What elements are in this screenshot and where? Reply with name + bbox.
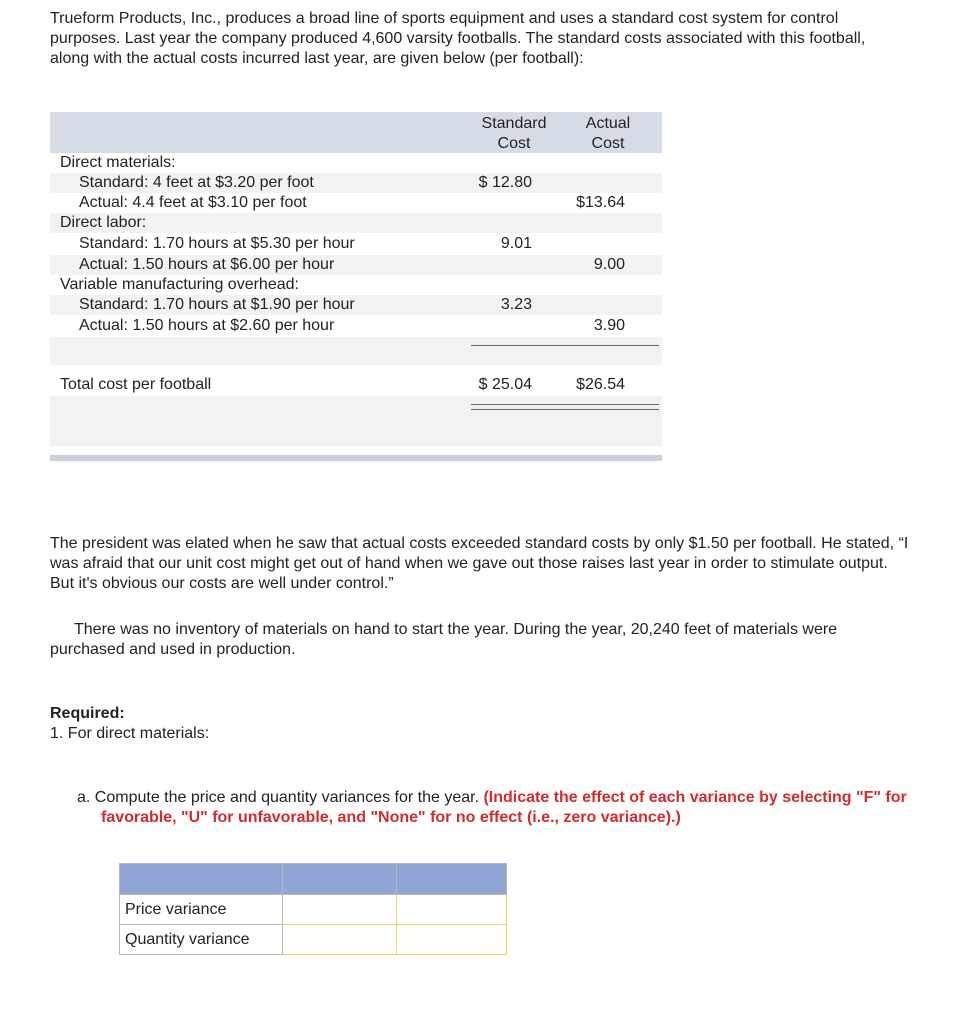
actual-cost-value: $13.64 [576, 194, 625, 211]
total-double-rule [471, 404, 659, 405]
table-row: Variable manufacturing overhead: [60, 276, 299, 293]
required-heading: Required: [50, 705, 125, 722]
table-row [120, 895, 507, 925]
cost-table [50, 112, 662, 462]
subtotal-rule [471, 345, 659, 346]
table-row: Direct labor: [50, 213, 662, 233]
total-double-rule [471, 409, 659, 410]
table-header [50, 112, 662, 153]
president-paragraph: The president was elated when he saw that actual costs exceeded standard costs by only $1.50 per football. He stated, “I was afraid that our unit cost might get out of hand when we gave out those raises last year in order to stimulate output. But it's obvious our costs are well under control.” [50, 535, 909, 592]
spacer-row [50, 337, 662, 365]
answer-grid-header [120, 864, 507, 895]
intro-paragraph: Trueform Products, Inc., produces a broad line of sports equipment and uses a standard cost system for control purposes. Last year the company produced 4,600 varsity footballs. The standard costs associated with this football, along with the actual costs incurred last year, are given below (per football): [50, 10, 866, 67]
actual-cost-value: 9.00 [593, 256, 625, 273]
standard-cost-header: Standard Cost [481, 115, 547, 152]
quantity-variance-effect-select[interactable] [397, 925, 507, 955]
standard-cost-value: 9.01 [500, 235, 532, 252]
total-row: Total cost per football $ 25.04 $26.54 [60, 376, 625, 393]
standard-cost-value: $ 12.80 [478, 174, 532, 191]
table-row: Actual: 4.4 feet at $3.10 per foot $13.64 [79, 194, 625, 211]
table-row: Standard: 1.70 hours at $1.90 per hour 3.23 [50, 295, 662, 315]
inventory-paragraph: There was no inventory of materials on hand to start the year. During the year, 20,240 feet of materials were purchased and used in production. [50, 621, 838, 658]
table-row: Standard: 1.70 hours at $5.30 per hour 9.01 [79, 235, 532, 252]
quantity-variance-amount-input[interactable] [283, 925, 397, 955]
quantity-variance-label: Quantity variance [120, 925, 283, 955]
actual-cost-header: Actual Cost [585, 115, 631, 152]
table-row: Direct materials: [60, 154, 176, 171]
required-item-1: 1. For direct materials: [50, 725, 210, 742]
required-section [50, 704, 209, 744]
standard-total-value: $ 25.04 [478, 376, 532, 393]
actual-total-value: $26.54 [576, 376, 625, 393]
table-row: Actual: 1.50 hours at $6.00 per hour 9.00 [50, 255, 662, 275]
answer-grid [119, 863, 507, 955]
table-row [120, 925, 507, 955]
table-row: Standard: 4 feet at $3.20 per foot $ 12.80 [50, 173, 662, 193]
table-row: Actual: 1.50 hours at $2.60 per hour 3.90 [79, 317, 625, 334]
price-variance-effect-select[interactable] [397, 895, 507, 925]
standard-cost-value: 3.23 [500, 296, 532, 313]
price-variance-amount-input[interactable] [283, 895, 397, 925]
actual-cost-value: 3.90 [593, 317, 625, 334]
price-variance-label: Price variance [120, 895, 283, 925]
part-a-question: a. Compute the price and quantity variances for the year. (Indicate the effect of each variance by selecting "F" for favorable, "U" for unfavorable, and "None" for no effect (i.e., zero variance).) [77, 789, 907, 826]
table-bottom-bar [50, 455, 662, 461]
part-a-instruction: (Indicate the effect of each variance by selecting "F" for favorable, "U" for unfavorable, and "None" for no effect (i.e., zero variance).) [101, 789, 907, 826]
